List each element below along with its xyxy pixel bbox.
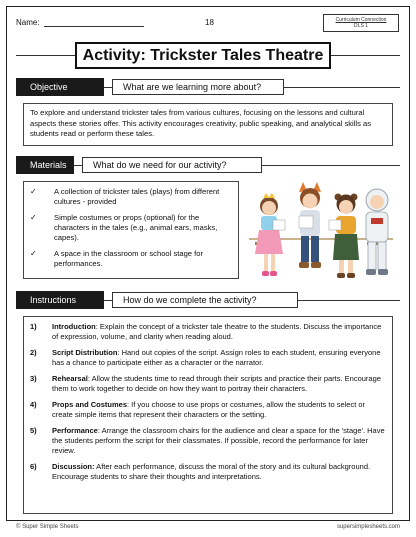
check-icon: ✓ bbox=[30, 213, 37, 222]
page-title: Activity: Trickster Tales Theatre bbox=[75, 42, 331, 69]
curriculum-label: Curriculum Connection bbox=[335, 17, 387, 23]
name-label: Name: bbox=[16, 18, 40, 27]
step-text: : If you choose to use props or costumes, allow the students to select or create simple items that represent their characters or the setting. bbox=[52, 399, 366, 419]
curriculum-code: DLS 1 bbox=[354, 23, 368, 29]
materials-question: What do we need for our activity? bbox=[82, 157, 262, 173]
material-text: A space in the classroom or school stage for performances. bbox=[54, 249, 203, 268]
instruction-step bbox=[30, 400, 386, 420]
step-number: 2) bbox=[30, 347, 37, 357]
list-item bbox=[28, 187, 234, 207]
objective-label: Objective bbox=[16, 78, 104, 96]
materials-list bbox=[23, 181, 239, 279]
material-text: Simple costumes or props (optional) for the characters in the tales (e.g., animal ears, masks, capes). bbox=[54, 213, 218, 242]
page-number: 18 bbox=[205, 18, 214, 27]
child-fox-ears bbox=[299, 182, 321, 268]
footer-website-link[interactable]: supersimplesheets.com bbox=[336, 524, 400, 530]
step-number: 1) bbox=[30, 322, 37, 331]
name-line[interactable] bbox=[44, 19, 144, 27]
step-text: After each performance, discuss the moral of the story and its cultural background. Encourage students to share their thoughts and interpretations. bbox=[52, 461, 371, 481]
check-icon: ✓ bbox=[30, 187, 37, 196]
instructions-header bbox=[16, 291, 400, 309]
step-text: : Explain the concept of a trickster tale theatre to the students. Discuss the importance of expression, volume, and clarity when reading aloud. bbox=[52, 322, 382, 342]
materials-header bbox=[16, 156, 400, 174]
child-pink-dress bbox=[255, 193, 285, 276]
step-number: 5) bbox=[30, 425, 37, 435]
check-icon: ✓ bbox=[30, 249, 37, 258]
step-title: Script Distribution bbox=[52, 347, 118, 357]
objective-question: What are we learning more about? bbox=[112, 79, 284, 95]
list-item bbox=[28, 249, 234, 269]
step-title: Props and Costumes bbox=[52, 399, 128, 409]
child-astronaut bbox=[366, 189, 388, 275]
curriculum-connection-box bbox=[323, 14, 399, 32]
step-number: 3) bbox=[30, 373, 37, 383]
materials-label: Materials bbox=[16, 156, 74, 174]
list-item bbox=[28, 213, 234, 243]
step-text: : Hand out copies of the script. Assign roles to each student, ensuring everyone has a chance to participate either as a character or the narrator. bbox=[52, 347, 381, 368]
name-field[interactable] bbox=[16, 18, 144, 27]
children-performing-illustration bbox=[247, 176, 395, 286]
instruction-step bbox=[30, 426, 386, 457]
instruction-step bbox=[30, 462, 386, 482]
instruction-step bbox=[30, 322, 386, 342]
instruction-step bbox=[30, 374, 386, 394]
step-title: Performance bbox=[52, 425, 98, 435]
objective-header bbox=[16, 78, 400, 96]
instructions-question: How do we complete the activity? bbox=[112, 292, 298, 308]
objective-text: To explore and understand trickster tales from various cultures, focusing on the lessons and cultural aspects these stories offer. This activity encourages creativity, public speaking, and analytical skills as students read or perform these tales. bbox=[23, 103, 393, 146]
step-number: 6) bbox=[30, 461, 37, 471]
material-text: A collection of trickster tales (plays) from different cultures - provided bbox=[54, 187, 220, 206]
step-title: Discussion: bbox=[52, 461, 95, 471]
step-number: 4) bbox=[30, 399, 37, 409]
child-bear-ears bbox=[329, 194, 359, 279]
instructions-list bbox=[23, 316, 393, 514]
instruction-step bbox=[30, 348, 386, 368]
instructions-label: Instructions bbox=[16, 291, 104, 309]
footer-copyright: © Super Simple Sheets bbox=[16, 524, 79, 530]
step-text: : Allow the students time to read through their scripts and practice their parts. Encourage them to work together to decide on how they want to portray their characters. bbox=[52, 373, 381, 394]
step-title: Rehearsal bbox=[52, 373, 88, 383]
step-text: : Arrange the classroom chairs for the audience and clear a space for the 'stage'. Have the students perform the script for their classmates. If possible, record the performance for later review. bbox=[52, 425, 385, 456]
step-title: Introduction bbox=[52, 322, 96, 331]
